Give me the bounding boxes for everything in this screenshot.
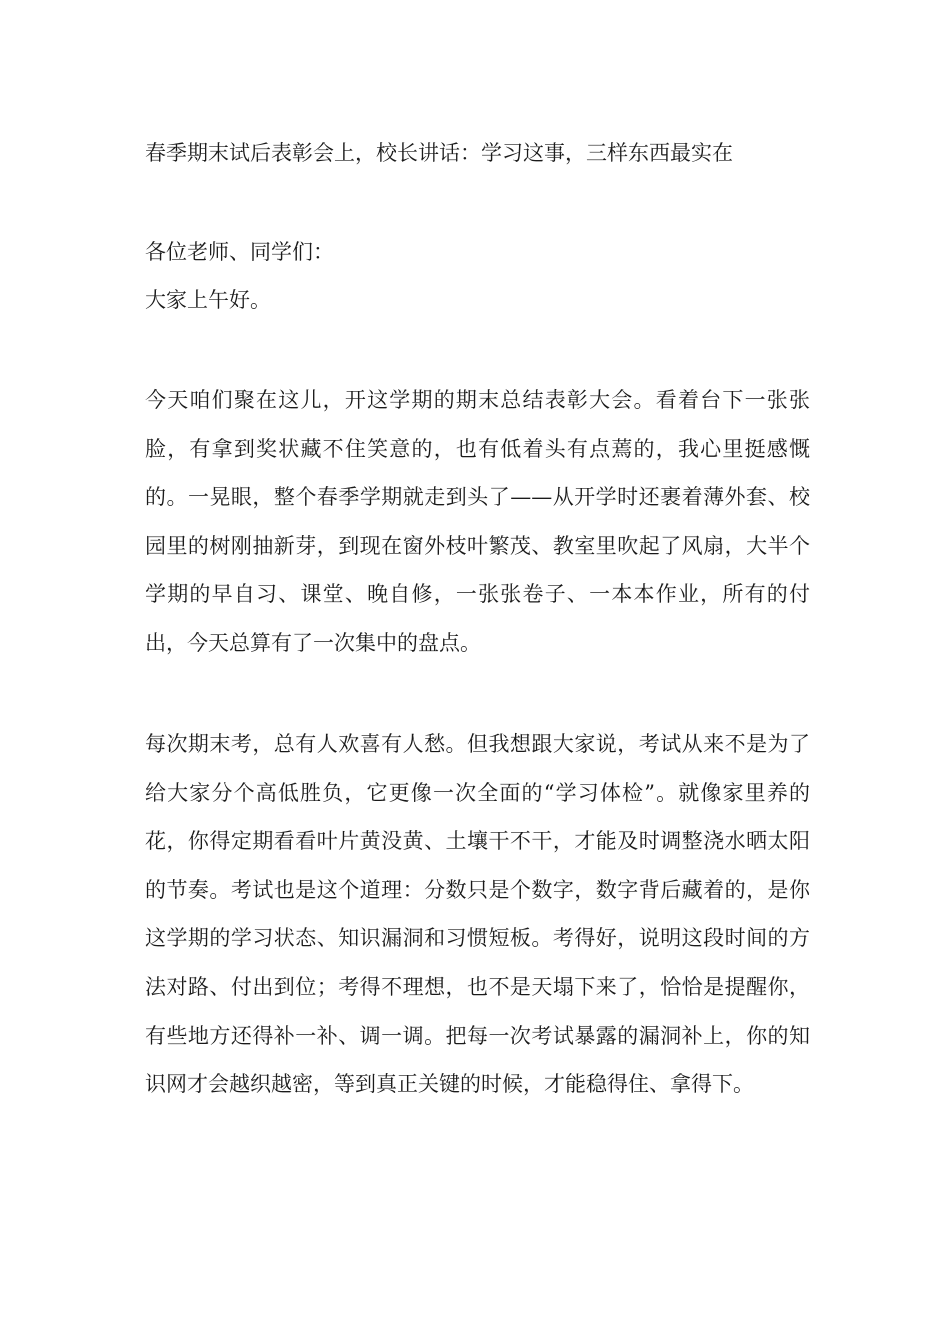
body-paragraph: 每次期末考，总有人欢喜有人愁。但我想跟大家说，考试从来不是为了给大家分个高低胜负，它更像一次全面的“学习体检”。就像家里养的花，你得定期看看叶片黄没黄、土壤干不干，才能及时调整浇水晒太阳的节奏。考试也是这个道理：分数只是个数字，数字背后藏着的，是你这学期的学习状态、知识漏洞和习惯短板。考得好，说明这段时间的方法对路、付出到位；考得不理想，也不是天塌下来了，恰恰是提醒你，有些地方还得补一补、调一调。把每一次考试暴露的漏洞补上，你的知识网才会越织越密，等到真正关键的时候，才能稳得住、拿得下。 <box>145 732 810 1097</box>
body-paragraph: 今天咱们聚在这儿，开这学期的期末总结表彰大会。看着台下一张张脸，有拿到奖状藏不住笑意的，也有低着头有点蔫的，我心里挺感慨的。一晃眼，整个春季学期就走到头了——从开学时还裹着薄外套、校园里的树刚抽新芽，到现在窗外枝叶繁茂、教室里吹起了风扇，大半个学期的早自习、课堂、晚自修，一张张卷子、一本本作业，所有的付出，今天总算有了一次集中的盘点。 <box>145 388 810 655</box>
greeting: 大家上午好。 <box>145 288 271 312</box>
salutation: 各位老师、同学们： <box>145 240 334 264</box>
document-title: 春季期末试后表彰会上，校长讲话：学习这事，三样东西最实在 <box>145 141 733 165</box>
